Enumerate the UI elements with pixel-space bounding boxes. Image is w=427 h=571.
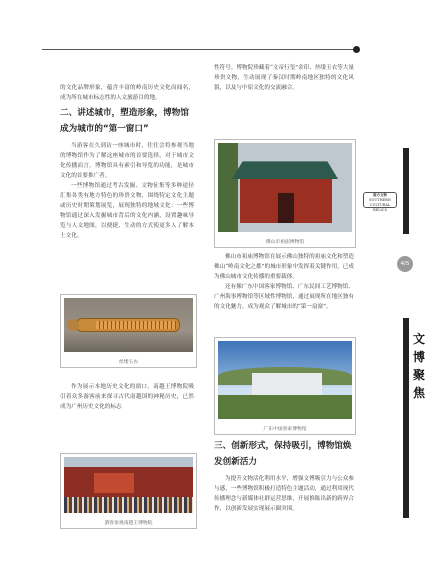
side-bar-top (403, 148, 409, 234)
right-column-lower (214, 436, 354, 514)
paragraph: 性符号。博物院珍藏着“文帝行玺”金印、丝缕玉衣等大量珍贵文物，生动展现了秦汉时期岭南地区独特的文化风貌，以及与中原文化的交流融合。 (214, 65, 354, 91)
page-number: 4/5 (397, 256, 413, 272)
section-title-vertical: 文 博 聚 焦 (412, 332, 425, 400)
header-dot (353, 46, 360, 53)
paragraph: 一些博物馆通过考古发掘、文物征集等多种途径汇集各类有地方特色的珍贵文物，围绕特定文化主题或历史时期策划展览，展现独特的地域文化：一些博物馆通过深入发掘城市背后的文化内涵，设置趣味导览与人文地图，以便捷、生动的方式使更多人了解本土文化。 (60, 183, 194, 239)
photo-museum-visitors (60, 453, 197, 529)
hakka-image (218, 341, 352, 419)
right-column (214, 63, 354, 93)
left-column-lower (60, 382, 194, 412)
photo-jade-suit (60, 294, 197, 368)
photo-caption: 丝缕玉衣 (118, 360, 139, 365)
photo-caption: 佛山市祖庙博物馆 (265, 240, 305, 245)
photo-caption: 广东中国客家博物馆 (263, 427, 307, 432)
temple-image (218, 143, 352, 232)
intro-paragraph: 的文化品牌形象，蕴含丰富的岭南历史文化而闻名，成为所在城市标志性的人文旅游目的地。 (60, 85, 194, 101)
paragraph: 佛山市祖庙博物馆在展示佛山独特的祖庙文化和塑造佛山“岭南文化之都”的城市形象中发挥着关键作用，已成为佛山城市文化传播的重要载体。 (214, 254, 354, 280)
photo-caption: 游客参观南越王博物院 (104, 521, 153, 526)
photo-foshan-temple (214, 139, 356, 248)
paragraph: 当游客在久到访一座城市时，往往会将参观当地的博物馆作为了解这座城市的首要选择。对于城市文化传播而言，博物馆具有索引和导览的功能，是城市文化的首要推广者。 (60, 143, 194, 179)
paragraph: 为提升文物活化利用水平，增强文博吸引力与公众参与感，一些博物馆积极打造特色主题活动，通过利用现代传播理念与新媒体社群运营思维，开展推陈出新的跨界合作，以创新发展实现展示圈突围。 (214, 476, 354, 512)
left-column (60, 83, 194, 241)
paragraph: 还有像广东中国客家博物馆、广东民间工艺博物馆、广州海事博物馆等区域性博物馆，通过展现所在地区独有的文化魅力，成为观众了解城市的“第一扇窗”。 (214, 284, 354, 310)
side-bar-bottom (403, 318, 409, 518)
photo-hakka-museum (214, 337, 356, 435)
paragraph: 作为展示本地历史文化的窗口，南越王博物院吸引着众多游客前来探寻古代南越国的神秘历史，已然成为广州历史文化的标志 (60, 384, 194, 410)
header-rule (42, 49, 354, 50)
section-heading-3: 三、创新形式，保持吸引，博物馆焕发创新活力 (214, 441, 352, 467)
section-heading-2: 二、讲述城市，塑造形象，博物馆成为城市的“第一窗口” (60, 108, 189, 134)
magazine-logo: 南方文物 SOUTHERN CULTURAL RELICS (363, 192, 397, 208)
jade-suit-image (64, 298, 193, 352)
right-column-mid (214, 252, 354, 312)
museum-image (64, 457, 193, 513)
